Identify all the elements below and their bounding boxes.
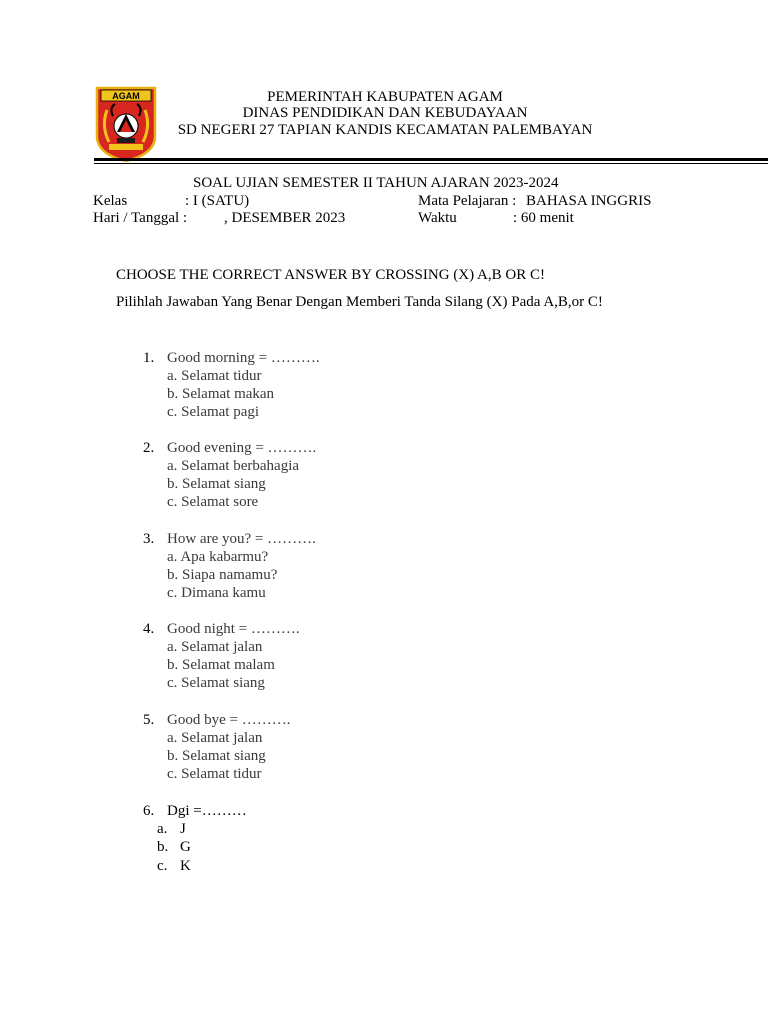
question-number: 2. <box>143 440 155 456</box>
question-text: Good bye = ………. <box>167 712 291 728</box>
kelas-label: Kelas <box>93 193 128 209</box>
option-b-text: G <box>180 839 191 855</box>
option-c: c. Selamat pagi <box>167 404 260 420</box>
question-number: 3. <box>143 531 155 547</box>
option-b: b. Siapa namamu? <box>167 567 278 583</box>
option-a: a. Selamat jalan <box>167 639 263 655</box>
letterhead-rule-thick <box>94 158 768 161</box>
question-number: 4. <box>143 621 155 637</box>
agam-regency-logo <box>95 86 157 162</box>
option-a-letter: a. <box>157 821 168 837</box>
option-b: b. Selamat siang <box>167 476 266 492</box>
kelas-value: : I (SATU) <box>185 193 250 209</box>
option-b-letter: b. <box>157 839 169 855</box>
question-text: How are you? = ………. <box>167 531 316 547</box>
waktu-label: Waktu <box>418 210 457 226</box>
mapel-value: BAHASA INGGRIS <box>526 193 652 209</box>
instruction-indonesian: Pilihlah Jawaban Yang Benar Dengan Memberi Tanda Silang (X) Pada A,B,or C! <box>116 294 603 310</box>
option-a: a. Apa kabarmu? <box>167 549 269 565</box>
option-c-letter: c. <box>157 858 168 874</box>
option-c-text: K <box>180 858 191 874</box>
option-a: a. Selamat tidur <box>167 368 262 384</box>
option-c: c. Selamat tidur <box>167 766 262 782</box>
option-a-text: J <box>180 821 186 837</box>
hari-value: , DESEMBER 2023 <box>224 210 346 226</box>
question-text: Good evening = ………. <box>167 440 317 456</box>
exam-title: SOAL UJIAN SEMESTER II TAHUN AJARAN 2023-2024 <box>193 175 559 191</box>
question-number: 1. <box>143 350 155 366</box>
option-a: a. Selamat jalan <box>167 730 263 746</box>
hari-label: Hari / Tanggal : <box>93 210 188 226</box>
option-b: b. Selamat makan <box>167 386 275 402</box>
option-c: c. Selamat sore <box>167 494 259 510</box>
question-number: 6. <box>143 803 155 819</box>
option-a: a. Selamat berbahagia <box>167 458 300 474</box>
letterhead-school: SD NEGERI 27 TAPIAN KANDIS KECAMATAN PALEMBAYAN <box>177 122 593 138</box>
question-number: 5. <box>143 712 155 728</box>
question-text: Good night = ………. <box>167 621 300 637</box>
letterhead-department: DINAS PENDIDIKAN DAN KEBUDAYAAN <box>242 105 528 121</box>
letterhead-government: PEMERINTAH KABUPATEN AGAM <box>267 89 503 105</box>
question-text: Dgi =……… <box>167 803 247 819</box>
option-b: b. Selamat siang <box>167 748 266 764</box>
logo-text: AGAM <box>112 91 140 101</box>
waktu-value: : 60 menit <box>513 210 574 226</box>
question-text: Good morning = ………. <box>167 350 320 366</box>
option-b: b. Selamat malam <box>167 657 275 673</box>
letterhead-rule-thin <box>94 163 768 164</box>
option-c: c. Selamat siang <box>167 675 265 691</box>
mapel-label: Mata Pelajaran : <box>418 193 517 209</box>
instruction-english: CHOOSE THE CORRECT ANSWER BY CROSSING (X) A,B OR C! <box>116 267 545 283</box>
option-c: c. Dimana kamu <box>167 585 266 601</box>
